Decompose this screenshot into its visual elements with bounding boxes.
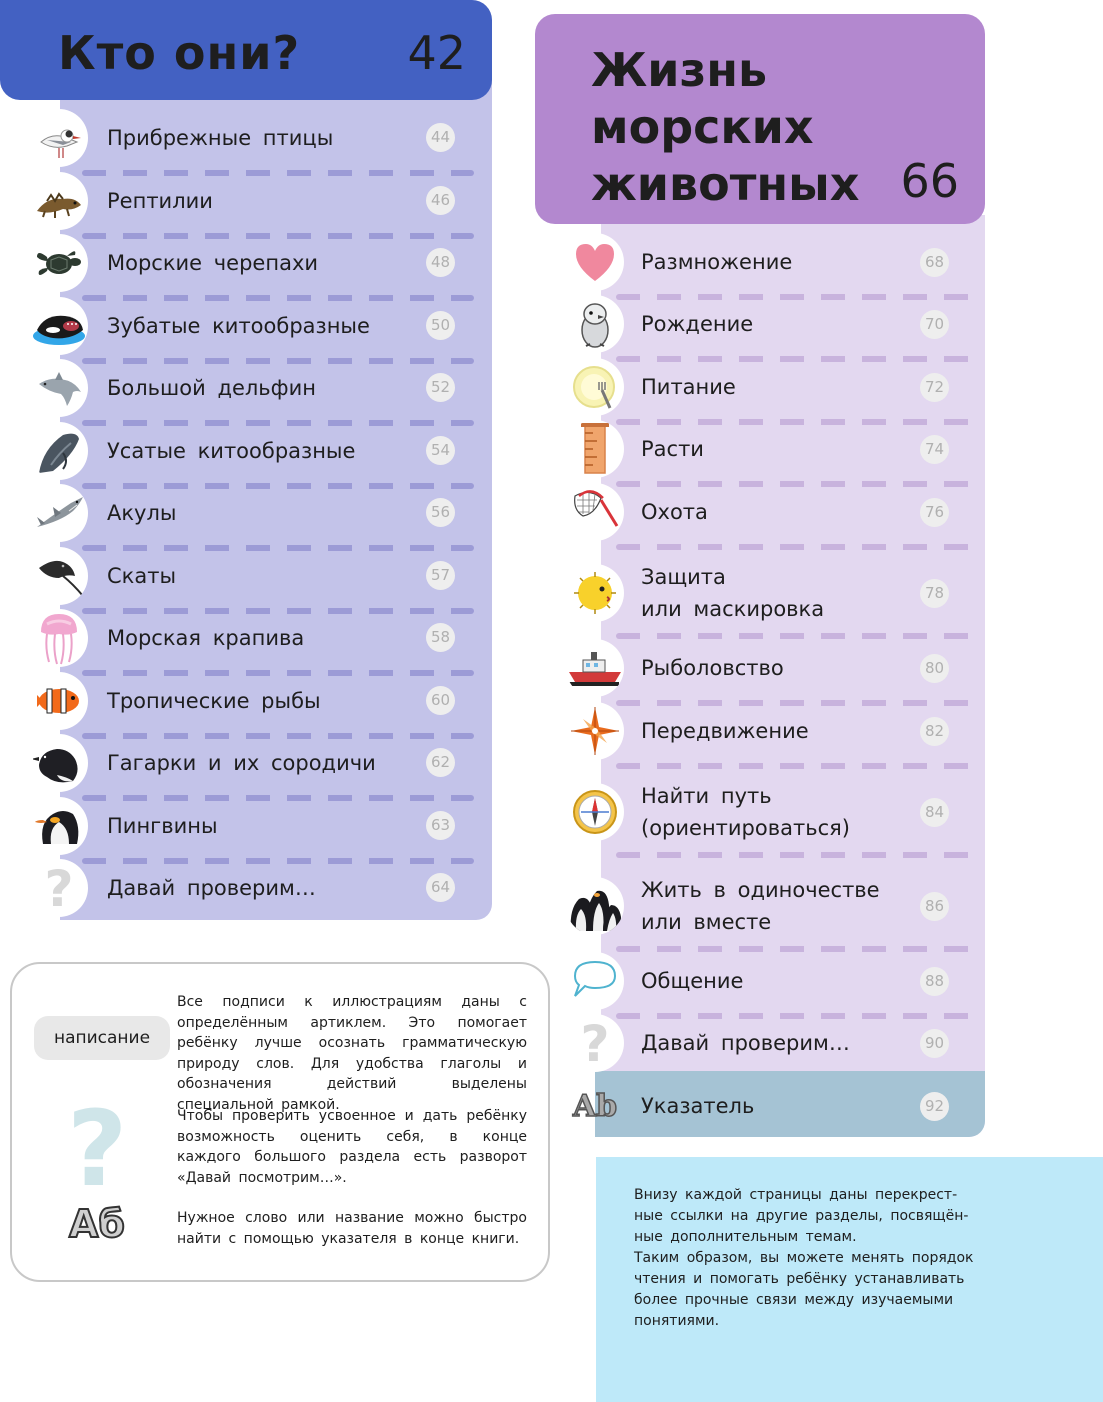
toc-item-page: 48 — [426, 248, 455, 277]
toc-item[interactable] — [30, 550, 470, 602]
toc-item-label-line: Найти путь — [641, 784, 772, 808]
toc-item-label: Большой дельфин — [107, 376, 317, 400]
section-page-number: 66 — [900, 154, 959, 208]
toc-item-page: 86 — [920, 892, 949, 921]
left-section-header — [0, 0, 492, 100]
toc-item-page: 74 — [920, 435, 949, 464]
toc-item-page: 82 — [920, 717, 949, 746]
toc-item[interactable] — [566, 1017, 986, 1069]
toc-item-page: 56 — [426, 498, 455, 527]
toc-item-label-line: или вместе — [641, 910, 772, 934]
toc-item-label-line: Давай проверим… — [641, 1031, 850, 1055]
toc-item-page: 52 — [426, 373, 455, 402]
info-paragraph: Чтобы проверить усвоенное и дать ребёнку возможность оценить себя, в конце каждого большого раздела есть разворот «Давай посмотрим…». — [177, 1108, 527, 1186]
height-chart-icon — [566, 420, 624, 478]
toc-item-label-line: Указатель — [641, 1094, 755, 1118]
toc-item-label: Морская крапива — [107, 626, 305, 650]
toc-item-label: Прибрежные птицы — [107, 126, 334, 150]
toc-item[interactable] — [30, 362, 470, 414]
toc-item-label — [641, 496, 708, 528]
toc-item-label — [641, 246, 792, 278]
toc-item[interactable] — [30, 425, 470, 477]
section-title: Кто они? — [58, 26, 301, 80]
whale-icon — [30, 422, 88, 480]
toc-item-label — [641, 308, 753, 340]
toc-item-label — [641, 561, 824, 625]
toc-item[interactable] — [566, 955, 986, 1007]
toc-item-page: 68 — [920, 248, 949, 277]
toc-item-label — [641, 371, 736, 403]
toc-item-label — [641, 780, 850, 844]
clownfish-icon — [30, 672, 88, 730]
fishing-boat-icon — [566, 639, 624, 697]
toc-item-label: Зубатые китообразные — [107, 313, 370, 338]
toc-item-label-line: Размножение — [641, 250, 793, 274]
dashed-divider — [616, 633, 976, 639]
toc-item-page: 88 — [920, 967, 949, 996]
ab-letters-icon: Аб — [69, 1202, 125, 1246]
toc-item-label: Усатые китообразные — [107, 438, 356, 463]
toc-item-page: 62 — [426, 748, 455, 777]
toc-item-page: 84 — [920, 798, 949, 827]
toc-item-label — [641, 874, 880, 938]
toc-item-page: 78 — [920, 579, 949, 608]
toc-item-label: Тропические рыбы — [107, 688, 321, 713]
toc-item-label — [641, 652, 784, 684]
toc-item-page: 44 — [426, 123, 455, 152]
toc-item-page: 64 — [426, 873, 455, 902]
stingray-icon — [30, 547, 88, 605]
toc-item-page: 90 — [920, 1029, 949, 1058]
toc-item-label: Гагарки и их сородичи — [107, 751, 376, 775]
toc-item-label: Рептилии — [107, 188, 213, 213]
heart-icon — [566, 233, 624, 291]
toc-item[interactable] — [30, 175, 470, 227]
toc-item-page: 63 — [426, 811, 455, 840]
orca-icon — [30, 297, 88, 355]
toc-item-page: 70 — [920, 310, 949, 339]
toc-item-label: Давай проверим… — [107, 876, 316, 900]
toc-item-label: Акулы — [107, 501, 177, 525]
toc-item-label-line: Жить в одиночестве — [641, 878, 880, 902]
cross-reference-note — [596, 1157, 1103, 1402]
toc-item-label-line: Расти — [641, 437, 704, 461]
toc-item[interactable] — [566, 486, 986, 538]
toc-item[interactable] — [566, 642, 986, 694]
ab-letters-text: Ab — [572, 1088, 618, 1124]
toc-item-label — [641, 433, 704, 465]
toc-item-label — [641, 1027, 850, 1059]
net-icon — [566, 483, 624, 541]
dashed-divider — [616, 763, 976, 769]
toc-item[interactable] — [30, 112, 470, 164]
toc-item[interactable] — [566, 778, 986, 846]
section-title — [591, 42, 859, 213]
dashed-divider — [616, 544, 976, 550]
toc-item-label-line: Общение — [641, 969, 744, 993]
toc-item[interactable] — [566, 361, 986, 413]
toc-item-label — [641, 1090, 754, 1122]
iguana-icon — [30, 172, 88, 230]
compass-rose-icon — [566, 702, 624, 760]
penguin-group-icon — [566, 877, 624, 935]
toc-item-label-line: Питание — [641, 375, 736, 399]
question-mark-icon: ? — [67, 1088, 128, 1210]
toc-item-page: 80 — [920, 654, 949, 683]
title-line: Жизнь — [591, 43, 768, 97]
dolphin-icon — [30, 359, 88, 417]
toc-item-page: 72 — [920, 373, 949, 402]
compass-icon — [566, 783, 624, 841]
note-text: Внизу каждой страницы даны перекрест- ные ссылки на другие разделы, посвящён- ные дополнительным темам. Таким образом, вы можете менять порядок чтения и помогать ребёнку устанавливать более прочные связи между изучаемыми понятиями. — [634, 1187, 974, 1329]
sea-turtle-icon — [30, 234, 88, 292]
toc-item[interactable] — [30, 862, 470, 914]
question-mark-icon — [566, 1014, 624, 1072]
toc-item-label-line: или маскировка — [641, 597, 825, 621]
toc-item-label-line: (ориентироваться) — [641, 816, 850, 840]
toc-item-label-line: Охота — [641, 500, 708, 524]
toc-item-label-line: Рождение — [641, 312, 754, 336]
toc-item[interactable] — [30, 612, 470, 664]
auk-icon — [30, 734, 88, 792]
pufferfish-icon — [566, 564, 624, 622]
toc-item-page: 92 — [920, 1092, 949, 1121]
toc-item[interactable] — [566, 298, 986, 350]
toc-item-label: Скаты — [107, 563, 177, 588]
right-section-header — [535, 14, 985, 224]
section-page-number: 42 — [407, 26, 466, 80]
spelling-tag: написание — [34, 1016, 170, 1060]
toc-item[interactable] — [566, 559, 986, 627]
toc-item-page: 57 — [426, 561, 455, 590]
toc-item[interactable] — [30, 237, 470, 289]
toc-item-page: 58 — [426, 623, 455, 652]
speech-bubble-icon — [566, 952, 624, 1010]
toc-item-label: Пингвины — [107, 813, 218, 838]
plate-icon — [566, 358, 624, 416]
info-box — [10, 962, 550, 1282]
toc-item-page: 50 — [426, 311, 455, 340]
toc-item[interactable] — [566, 1080, 986, 1132]
ab-letters-icon — [566, 1077, 624, 1135]
toc-item[interactable] — [566, 236, 986, 288]
toc-item[interactable] — [30, 737, 470, 789]
svg-text:?: ? — [580, 1017, 610, 1069]
toc-item[interactable] — [30, 487, 470, 539]
toc-item-page: 76 — [920, 498, 949, 527]
toc-item-page: 54 — [426, 436, 455, 465]
penguin-icon — [30, 797, 88, 855]
title-line: морских — [591, 100, 814, 154]
dashed-divider — [616, 852, 976, 858]
chick-icon — [566, 295, 624, 353]
dashed-divider — [616, 946, 976, 952]
title-line: животных — [591, 157, 860, 211]
toc-item-page: 60 — [426, 686, 455, 715]
toc-item[interactable] — [566, 705, 986, 757]
toc-item-label — [641, 965, 743, 997]
toc-item-label — [641, 715, 809, 747]
toc-item-label-line: Защита — [641, 565, 726, 589]
toc-item[interactable] — [566, 872, 986, 940]
info-paragraph: Все подписи к иллюстрациям даны с определённым артиклем. Это помогает ребёнку лучше осознать грамматическую природу слов. Для удобства глаголы и обозначения действий выделены специальной рамкой. — [177, 994, 527, 1113]
toc-item[interactable] — [30, 800, 470, 852]
toc-item-label: Морские черепахи — [107, 251, 319, 275]
seagull-icon — [30, 109, 88, 167]
toc-item[interactable] — [30, 675, 470, 727]
toc-item-label-line: Рыболовство — [641, 656, 784, 680]
svg-text:?: ? — [44, 862, 74, 914]
toc-item-label-line: Передвижение — [641, 719, 809, 743]
question-mark-icon — [30, 859, 88, 917]
info-paragraph: Нужное слово или название можно быстро найти с помощью указателя в конце книги. — [177, 1210, 527, 1247]
jellyfish-icon — [30, 609, 88, 667]
toc-item-page: 46 — [426, 186, 455, 215]
toc-item[interactable] — [30, 300, 470, 352]
shark-icon — [30, 484, 88, 542]
toc-item[interactable] — [566, 423, 986, 475]
